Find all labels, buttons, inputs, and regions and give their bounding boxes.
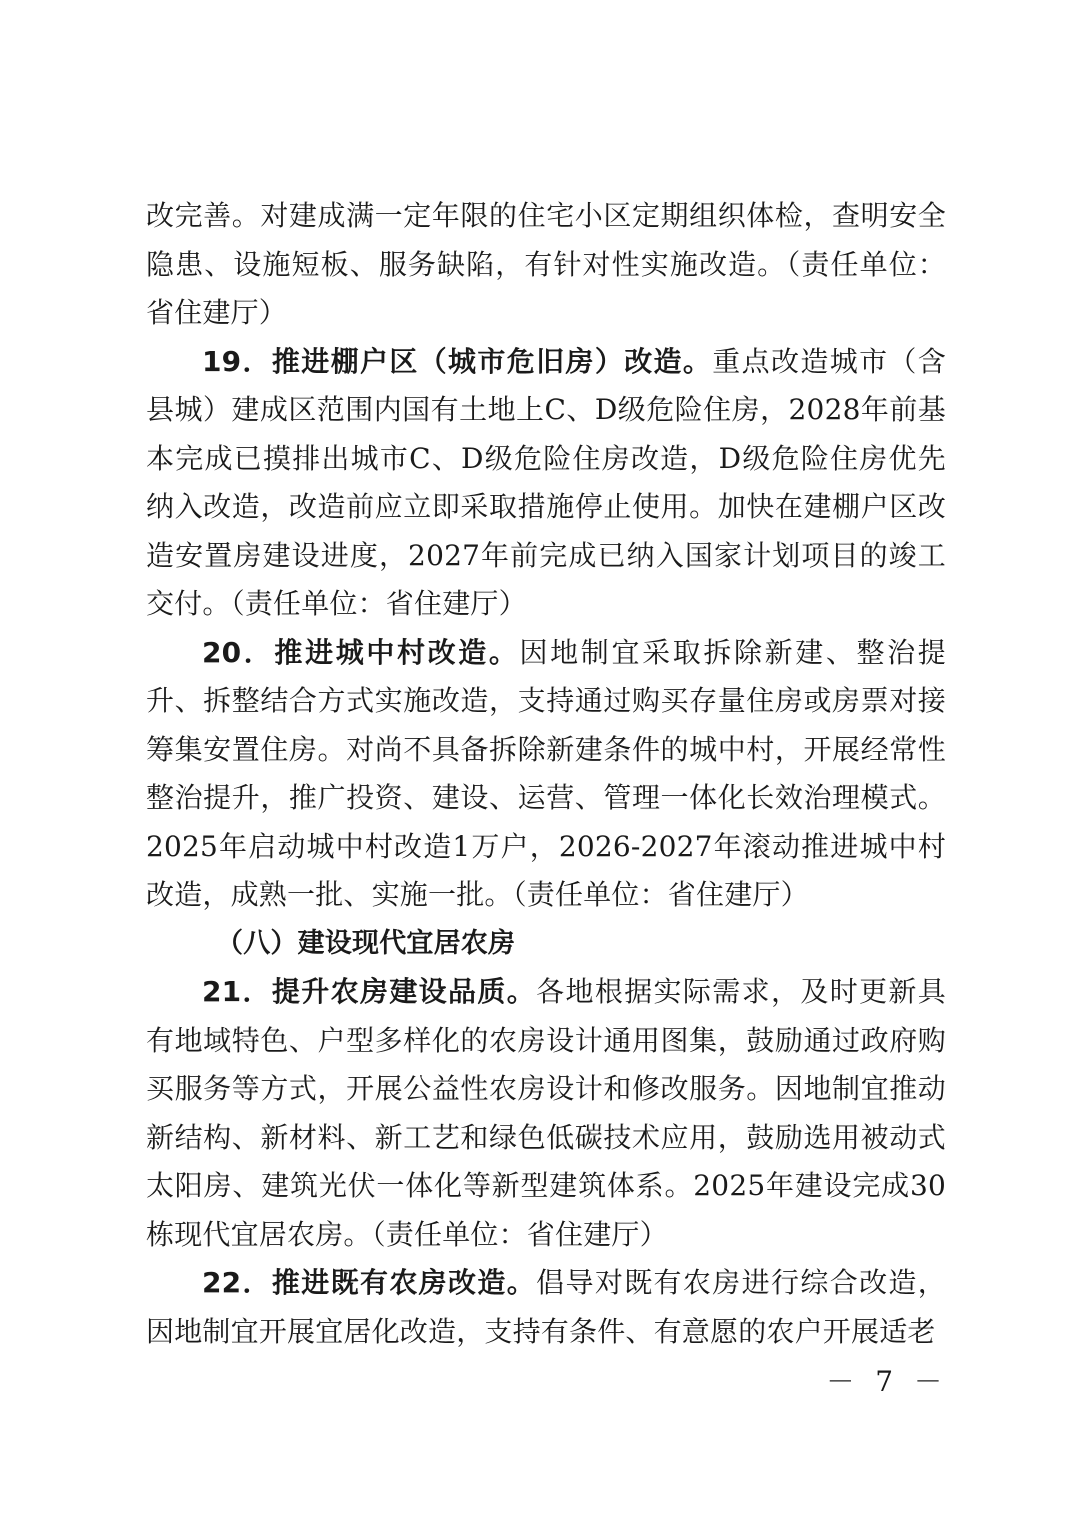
item-22-text: 倡导对既有农房进行综合改造，因地制宜开展宜居化改造，支持有条件、有意愿的农户开展适老 xyxy=(146,1266,946,1348)
paragraph-continuation xyxy=(146,192,946,338)
page-number: － 7 － xyxy=(826,1365,948,1398)
paragraph-item-20 xyxy=(146,629,946,920)
item-21-title: 21．提升农房建设品质。 xyxy=(202,975,537,1008)
item-20-text: 因地制宜采取拆除新建、整治提升、拆整结合方式实施改造，支持通过购买存量住房或房票对接筹集安置住房。对尚不具备拆除新建条件的城中村，开展经常性整治提升，推广投资、建设、运营、管理一体化长效治理模式。2025年启动城中村改造1万户，2026-2027年滚动推进城中村改造，成熟一批、实施一批。（责任单位：省住建厅） xyxy=(146,635,946,911)
item-19-title: 19．推进棚户区（城市危旧房）改造。 xyxy=(202,344,713,378)
section-heading: （八）建设现代宜居农房 xyxy=(216,927,516,959)
paragraph-text: 改完善。对建成满一定年限的住宅小区定期组织体检，查明安全隐患、设施短板、服务缺陷，有针对性实施改造。（责任单位：省住建厅） xyxy=(146,199,946,329)
item-19-text: 重点改造城市（含县城）建成区范围内国有土地上C、D级危险住房，2028年前基本完成已摸排出城市C、D级危险住房改造，D级危险住房优先纳入改造，改造前应立即采取措施停止使用。加快在建棚户区改造安置房建设进度，2027年前完成已纳入国家计划项目的竣工交付。（责任单位：省住建厅） xyxy=(146,344,946,620)
item-20-title: 20．推进城中村改造。 xyxy=(202,635,520,669)
paragraph-item-19 xyxy=(146,338,946,629)
item-21-text: 各地根据实际需求，及时更新具有地域特色、户型多样化的农房设计通用图集，鼓励通过政府购买服务等方式，开展公益性农房设计和修改服务。因地制宜推动新结构、新材料、新工艺和绿色低碳技术应用，鼓励选用被动式太阳房、建筑光伏一体化等新型建筑体系。2025年建设完成30栋现代宜居农房。（责任单位：省住建厅） xyxy=(146,975,946,1251)
paragraph-item-22 xyxy=(146,1259,946,1356)
document-page xyxy=(146,192,946,1356)
item-22-title: 22．推进既有农房改造。 xyxy=(202,1266,537,1299)
paragraph-item-21 xyxy=(146,968,946,1259)
